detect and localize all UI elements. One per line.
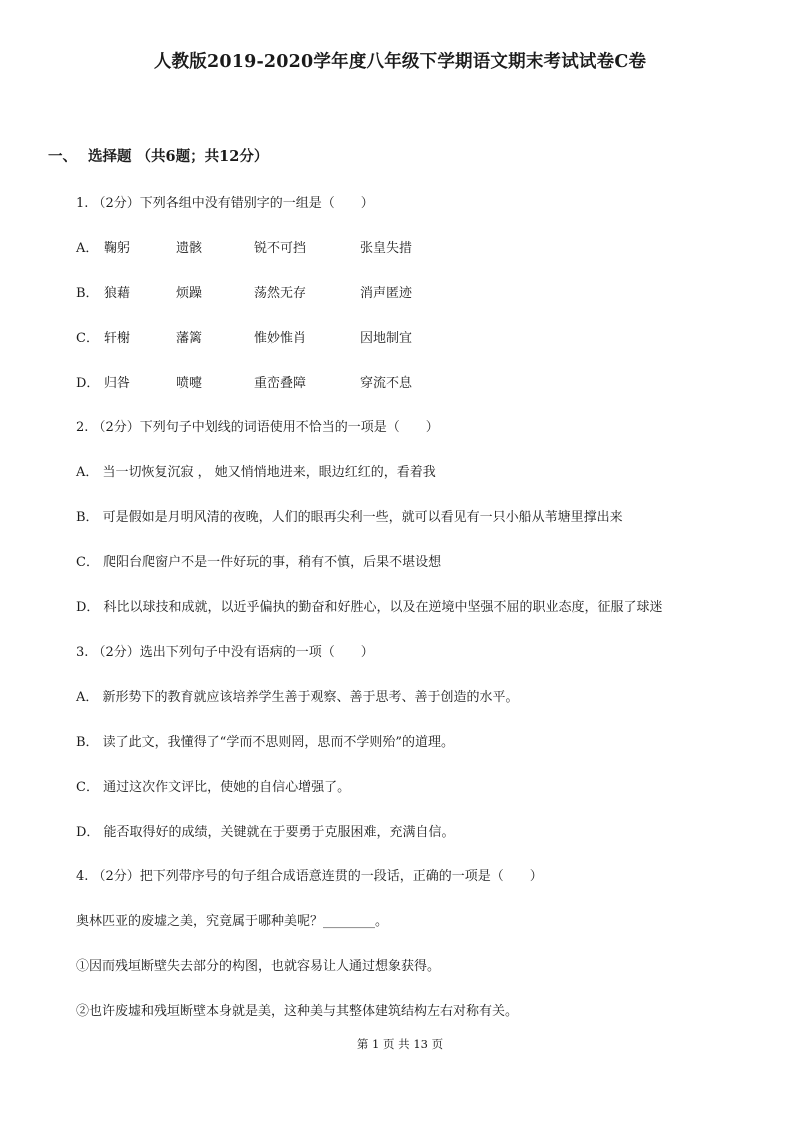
option-label: A． <box>76 241 99 256</box>
option-item: 藩篱 <box>176 331 203 346</box>
option-item: 喷嚏 <box>176 376 203 391</box>
option-item: 遗骸 <box>176 241 203 256</box>
question-4-line: 奥林匹亚的废墟之美，究竟属于哪种美呢？________。 <box>76 914 389 929</box>
option-item: 穿流不息 <box>360 376 413 391</box>
question-2-option-d: D． 科比以球技和成就，以近乎偏执的勤奋和好胜心，以及在逆境中坚强不屈的职业态度，征服了球迷 <box>76 600 663 615</box>
option-item: 张皇失措 <box>360 241 413 256</box>
option-item: 轩榭 <box>104 331 131 346</box>
option-item: 狼藉 <box>104 286 131 301</box>
question-3-stem: 3. （2分）选出下列句子中没有语病的一项（ ） <box>76 645 374 660</box>
option-item: 烦躁 <box>176 286 203 301</box>
option-item: 消声匿迹 <box>360 286 413 301</box>
section-heading <box>48 145 268 166</box>
option-item: 锐不可挡 <box>254 241 307 256</box>
option-item: 因地制宜 <box>360 331 413 346</box>
option-item: 鞠躬 <box>104 241 131 256</box>
question-4-line: ②也许废墟和残垣断壁本身就是美，这种美与其整体建筑结构左右对称有关。 <box>76 1004 519 1019</box>
question-2-option-a: A． 当一切恢复沉寂 ， 她又悄悄地进来，眼边红红的，看着我 <box>76 465 436 480</box>
question-3-option-b: B． 读了此文，我懂得了“学而不思则罔，思而不学则殆”的道理。 <box>76 735 454 750</box>
question-2-option-b: B． 可是假如是月明风清的夜晚，人们的眼再尖利一些，就可以看见有一只小船从苇塘里撑出来 <box>76 510 623 525</box>
question-3-option-a: A． 新形势下的教育就应该培养学生善于观察、善于思考、善于创造的水平。 <box>76 690 519 705</box>
section-title: 选择题 （共6题；共12分） <box>88 148 269 165</box>
question-4-stem: 4. （2分）把下列带序号的句子组合成语意连贯的一段话，正确的一项是（ ） <box>76 869 543 884</box>
option-item: 归咎 <box>104 376 131 391</box>
option-item: 荡然无存 <box>254 286 307 301</box>
question-2-stem: 2. （2分）下列句子中划线的词语使用不恰当的一项是（ ） <box>76 420 439 435</box>
option-label: B． <box>76 286 99 301</box>
question-4-line: ①因而残垣断壁失去部分的构图，也就容易让人通过想象获得。 <box>76 959 441 974</box>
option-label: C． <box>76 331 99 346</box>
option-item: 惟妙惟肖 <box>254 331 307 346</box>
question-3-option-d: D． 能否取得好的成绩，关键就在于要勇于克服困难，充满自信。 <box>76 825 455 840</box>
question-1-stem: 1. （2分）下列各组中没有错别字的一组是（ ） <box>76 196 374 211</box>
question-3-option-c: C． 通过这次作文评比，使她的自信心增强了。 <box>76 780 351 795</box>
option-label: D． <box>76 376 100 391</box>
document-title: 人教版2019-2020学年度八年级下学期语文期末考试试卷C卷 <box>153 52 647 72</box>
page-footer: 第 1 页 共 13 页 <box>356 1037 444 1051</box>
question-2-option-c: C． 爬阳台爬窗户不是一件好玩的事，稍有不慎，后果不堪设想 <box>76 555 442 570</box>
section-number: 一、 <box>48 148 77 165</box>
option-item: 重峦叠障 <box>254 376 307 391</box>
